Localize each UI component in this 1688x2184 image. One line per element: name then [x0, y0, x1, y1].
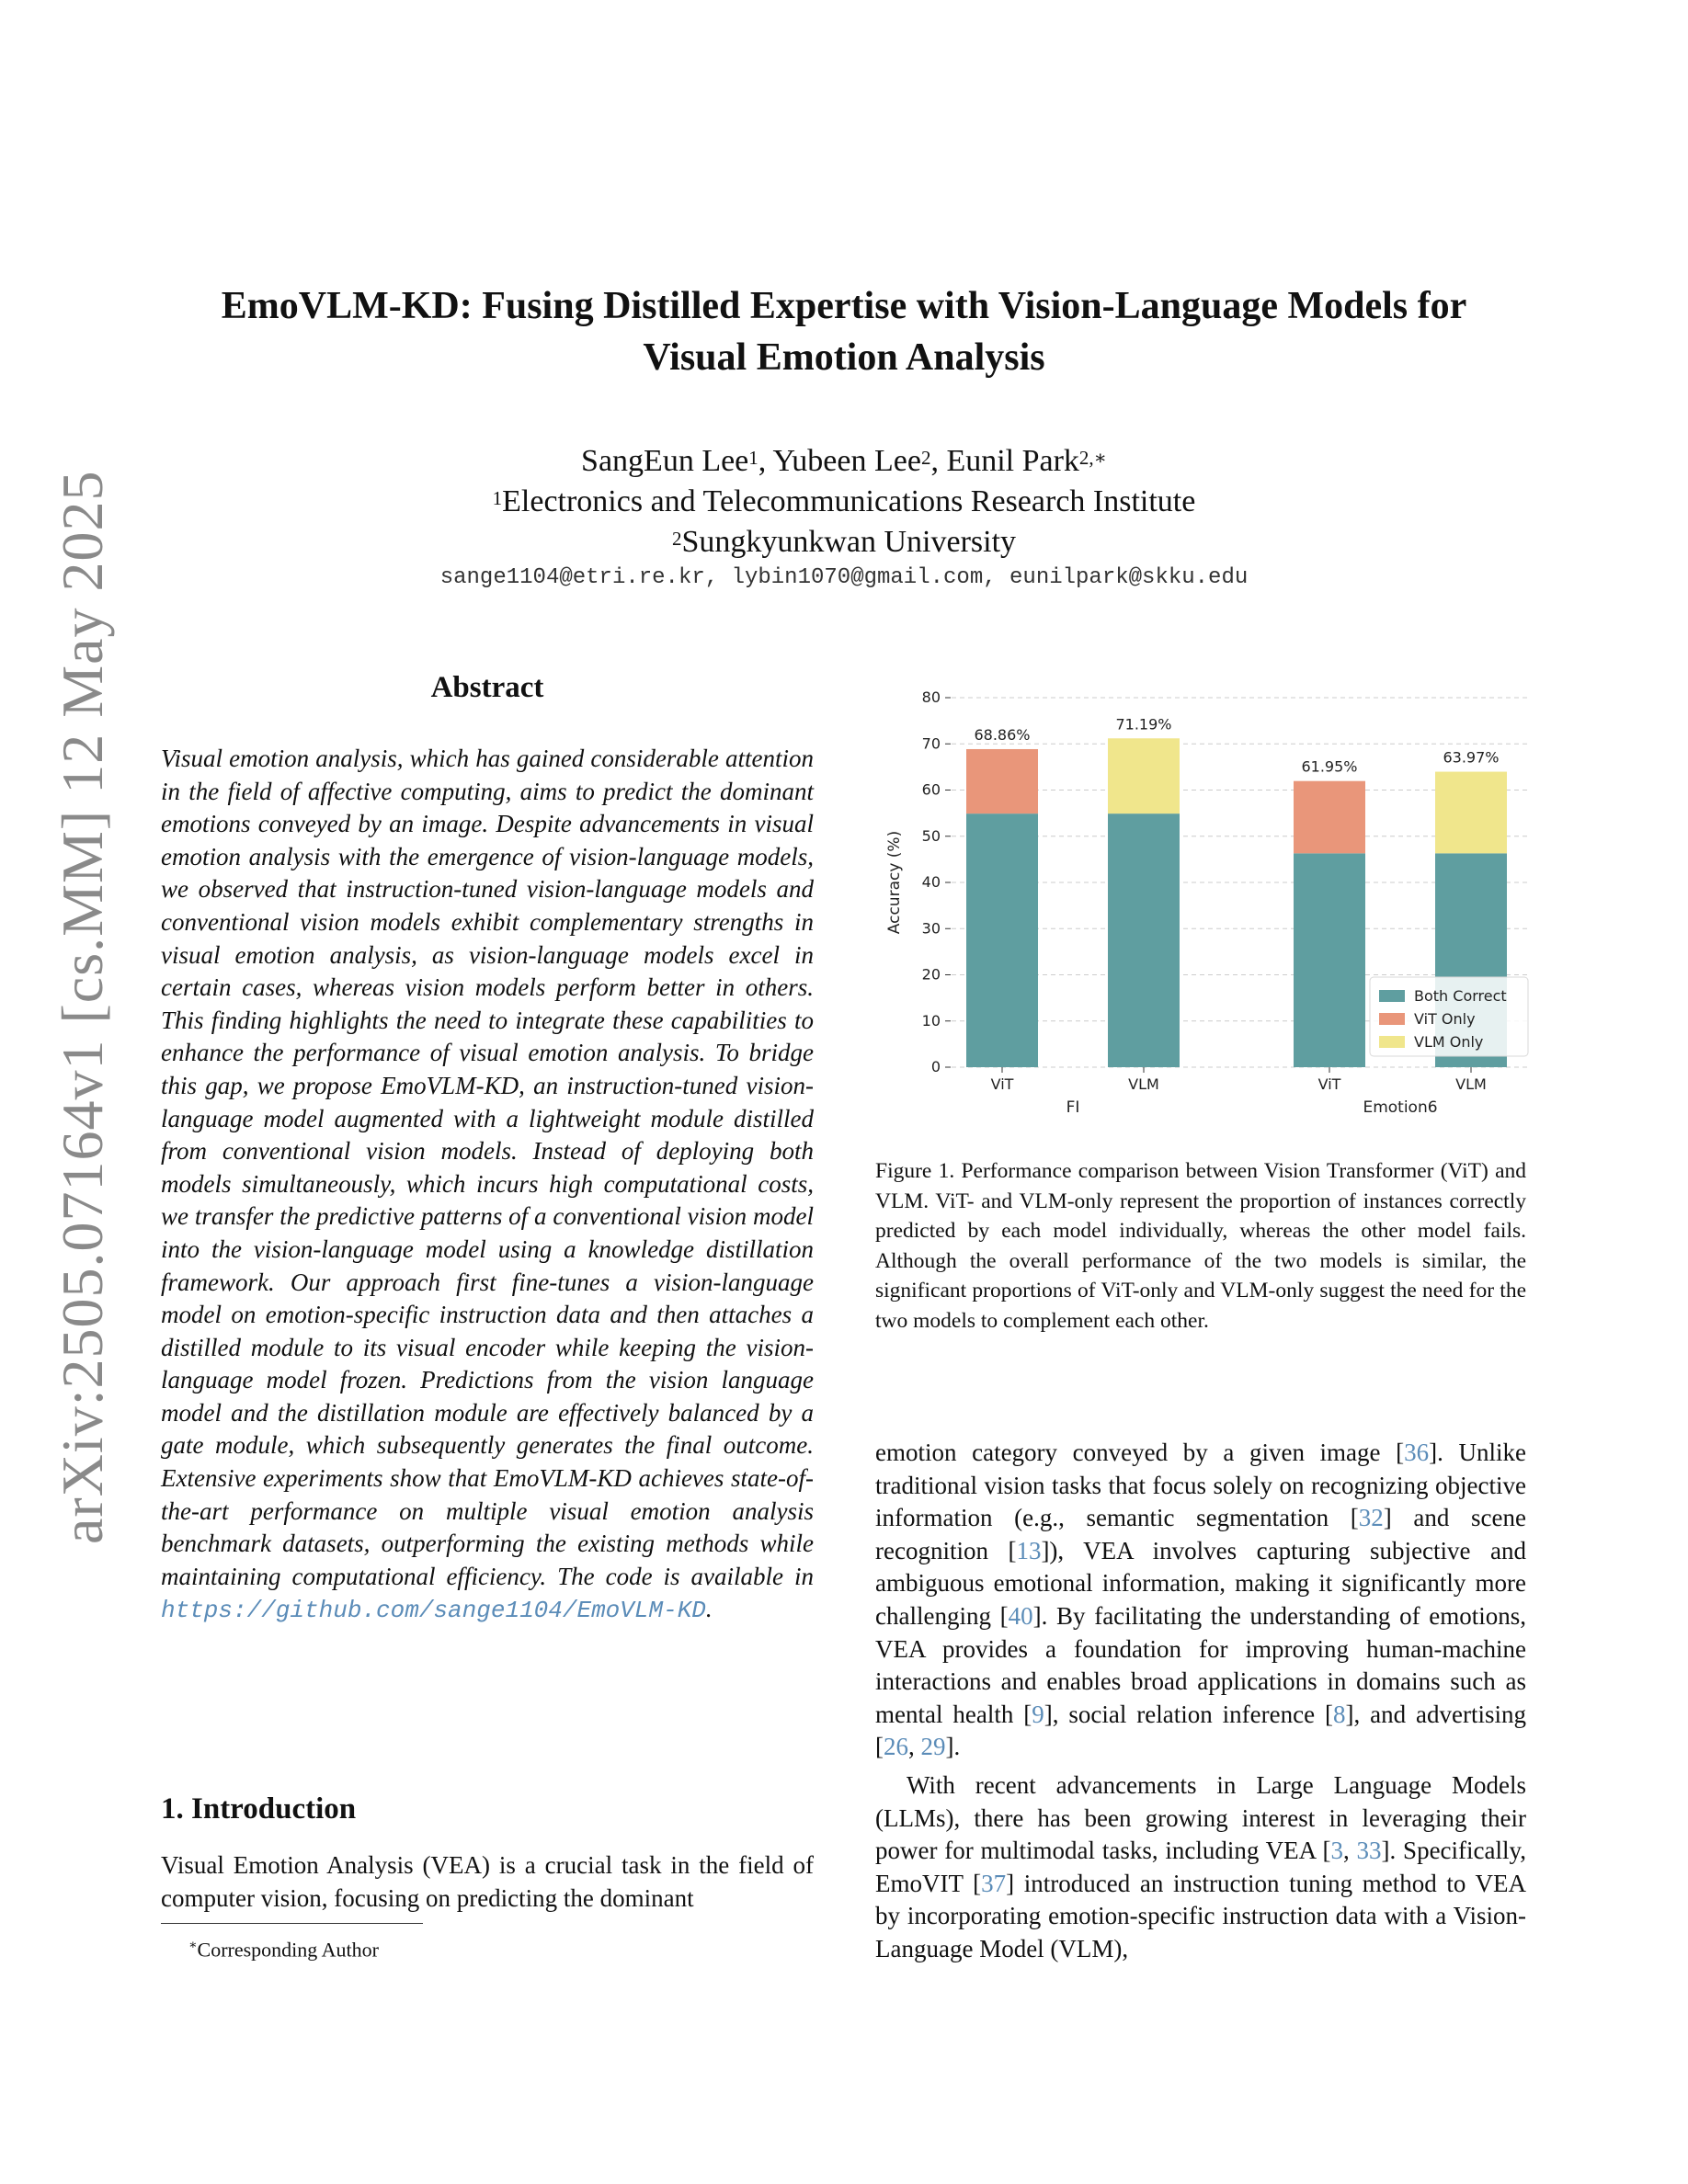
- paragraph-text: ], and advertising [: [875, 1700, 1527, 1761]
- legend-label: VLM Only: [1414, 1033, 1484, 1051]
- affiliation-1: [138, 482, 1550, 522]
- bar-total-label: 71.19%: [1115, 715, 1172, 734]
- figure-1-chart: [873, 685, 1545, 1117]
- citation-link[interactable]: 13: [1016, 1536, 1042, 1564]
- y-tick-label: 0: [930, 1058, 941, 1075]
- section-heading-introduction: 1. Introduction: [161, 1792, 357, 1826]
- x-tick-label: ViT: [1317, 1075, 1341, 1093]
- x-tick-label: VLM: [1455, 1075, 1487, 1093]
- footnote-rule: [161, 1923, 423, 1924]
- y-tick-label: 50: [921, 826, 941, 845]
- y-tick-label: 60: [921, 780, 941, 799]
- paragraph-text: With recent advancements in Large Language Models (LLMs), there has been growing interest in leveraging their power for multimodal tasks, including VEA [: [875, 1770, 1526, 1865]
- abstract-heading: Abstract: [430, 671, 544, 704]
- abstract-end: .: [705, 1595, 713, 1623]
- paragraph-text: ]. Specifically, EmoVIT [: [875, 1837, 1526, 1897]
- code-link[interactable]: https://github.com/sange1104/EmoVLM-KD: [161, 1597, 706, 1625]
- bar-segment: [1108, 813, 1180, 1067]
- y-tick-label: 80: [921, 688, 941, 706]
- legend-swatch: [1379, 1036, 1405, 1048]
- legend-swatch: [1379, 1013, 1405, 1025]
- y-axis-label: Accuracy (%): [885, 830, 904, 935]
- citation-link[interactable]: 32: [1358, 1504, 1384, 1532]
- y-tick-label: 70: [921, 734, 941, 753]
- group-label: Emotion6: [1363, 1098, 1438, 1117]
- citation-link[interactable]: 8: [1333, 1700, 1346, 1728]
- figure-caption: Figure 1. Performance comparison between Vision Transformer (ViT) and VLM. ViT- and VLM-only represent the proportion of instances correctly predicted by each model individually, whereas the other model fails. Although the overall performance of the two models is similar, the significant proportions of ViT-only and VLM-only suggest the need for the two models to complement each other.: [875, 1159, 1526, 1333]
- footnote-mark: ∗: [188, 1939, 198, 1952]
- paragraph-text: ]. Unlike traditional vision tasks that focus solely on recognizing objective information (e.g., semantic segmentation [: [875, 1439, 1526, 1532]
- x-tick-label: ViT: [990, 1075, 1014, 1093]
- aff-name: Electronics and Telecommunications Research Institute: [502, 484, 1196, 518]
- bar-total-label: 63.97%: [1443, 748, 1500, 767]
- y-tick-label: 30: [921, 919, 941, 938]
- author-emails: sange1104@etri.re.kr, lybin1070@gmail.com, eunilpark@skku.edu: [439, 565, 1249, 590]
- citation-link[interactable]: 40: [1008, 1601, 1033, 1630]
- citation-link[interactable]: 3: [1330, 1837, 1343, 1865]
- author-block: [138, 441, 1550, 563]
- bar-segment: [1294, 781, 1365, 854]
- bar-segment: [1108, 738, 1180, 813]
- bar-segment: [966, 813, 1038, 1067]
- paragraph: [875, 1437, 1526, 1764]
- legend-swatch: [1379, 990, 1405, 1002]
- y-tick-label: 10: [921, 1011, 941, 1029]
- legend-label: ViT Only: [1414, 1010, 1476, 1028]
- author-name: Eunil Park: [946, 444, 1079, 478]
- author-names: SangEun Lee$^1$, Yubeen Lee$^2$, Eunil Park$^{2,∗}$: [581, 444, 1107, 478]
- citation-link[interactable]: 29: [920, 1733, 946, 1761]
- footnote-text: Corresponding Author: [197, 1938, 379, 1962]
- paragraph-text: ,: [908, 1733, 921, 1761]
- bar-segment: [1294, 853, 1365, 1067]
- paragraph-text: ].: [945, 1733, 961, 1761]
- citation-link[interactable]: 36: [1404, 1439, 1430, 1466]
- y-tick-label: 40: [921, 873, 941, 891]
- aff-sup: 1: [492, 487, 503, 509]
- title-line-2: Visual Emotion Analysis: [643, 336, 1045, 379]
- legend-label: Both Correct: [1414, 987, 1507, 1005]
- author-sup: 1: [748, 447, 758, 469]
- affiliation-2: [138, 522, 1550, 563]
- group-label: FI: [1066, 1098, 1080, 1117]
- paragraph-text: ,: [1342, 1837, 1357, 1865]
- paragraph-text: ]. By facilitating the understanding of emotions, VEA provides a foundation for improving human-machine interactions and enables broad applications in domains such as mental health [: [875, 1601, 1526, 1728]
- aff-sup: 2: [671, 528, 682, 550]
- aff-name: Sungkyunkwan University: [681, 525, 1017, 559]
- paragraph-text: emotion category conveyed by a given image [: [875, 1439, 1405, 1466]
- citation-link[interactable]: 33: [1356, 1837, 1382, 1865]
- abstract-text: [161, 743, 814, 1628]
- y-tick-label: 20: [921, 965, 941, 984]
- right-column-text: [875, 1437, 1526, 1966]
- bar-segment: [966, 749, 1038, 813]
- bar-total-label: 61.95%: [1301, 757, 1358, 776]
- arxiv-sidebar-stamp: arXiv:2505.07164v1 [cs.MM] 12 May 2025: [50, 470, 115, 1544]
- x-tick-label: VLM: [1128, 1075, 1159, 1093]
- footnote: [188, 1938, 379, 1962]
- title-line-1: EmoVLM-KD: Fusing Distilled Expertise with Vision-Language Models for: [221, 285, 1467, 327]
- author-name: SangEun Lee: [581, 444, 749, 478]
- author-sup: 2,∗: [1078, 447, 1107, 469]
- paragraph-text: ] introduced an instruction tuning method to VEA by incorporating emotion-specific instruction data with a Vision-Language Model (VLM),: [875, 1869, 1527, 1962]
- citation-link[interactable]: 9: [1032, 1700, 1044, 1728]
- paragraph-text: ], social relation inference [: [1044, 1700, 1333, 1728]
- intro-paragraph: Visual Emotion Analysis (VEA) is a crucial task in the field of computer vision, focusing on predicting the dominant: [161, 1851, 814, 1912]
- citation-link[interactable]: 26: [884, 1733, 908, 1761]
- abstract-body-text: Visual emotion analysis, which has gained considerable attention in the field of affective computing, aims to predict the dominant emotions conveyed by an image. Despite advancements in visual emotion analysis with the emergence of vision-language models, we observed that instruction-tuned vision-language models and conventional vision models exhibit complementary strengths in visual emotion analysis, as vision-language models excel in certain cases, whereas vision models perform better in others. This finding highlights the need to integrate these capabilities to enhance the performance of visual emotion analysis. To bridge this gap, we propose EmoVLM-KD, an instruction-tuned vision-language model augmented with a lightweight module distilled from conventional vision models. Instead of deploying both models simultaneously, which incurs high computational costs, we transfer the predictive patterns of a conventional vision model into the vision-language model using a knowledge distillation framework. Our approach first fine-tunes a vision-language model on emotion-specific instruction data and then attaches a distilled module to its visual encoder while keeping the vision-language model frozen. Predictions from the vision language model and the distillation module are effectively balanced by a gate module, which subsequently generates the final outcome. Extensive experiments show that EmoVLM-KD achieves state-of-the-art performance on multiple visual emotion analysis benchmark datasets, outperforming the existing methods while maintaining computational efficiency. The code is available in: [161, 745, 814, 1590]
- bar-segment: [1435, 772, 1507, 854]
- author-name: Yubeen Lee: [772, 444, 921, 478]
- author-sup: 2: [920, 447, 931, 469]
- bar-total-label: 68.86%: [974, 725, 1031, 744]
- paragraph: [875, 1769, 1526, 1966]
- paragraph-text: ]), VEA involves capturing subjective and ambiguous emotional information, making it significantly more challenging [: [875, 1536, 1526, 1630]
- paragraph-text: ] and scene recognition [: [875, 1504, 1526, 1564]
- paper-title: [138, 280, 1550, 383]
- citation-link[interactable]: 37: [981, 1869, 1007, 1897]
- stacked-bar-chart: [873, 685, 1545, 1117]
